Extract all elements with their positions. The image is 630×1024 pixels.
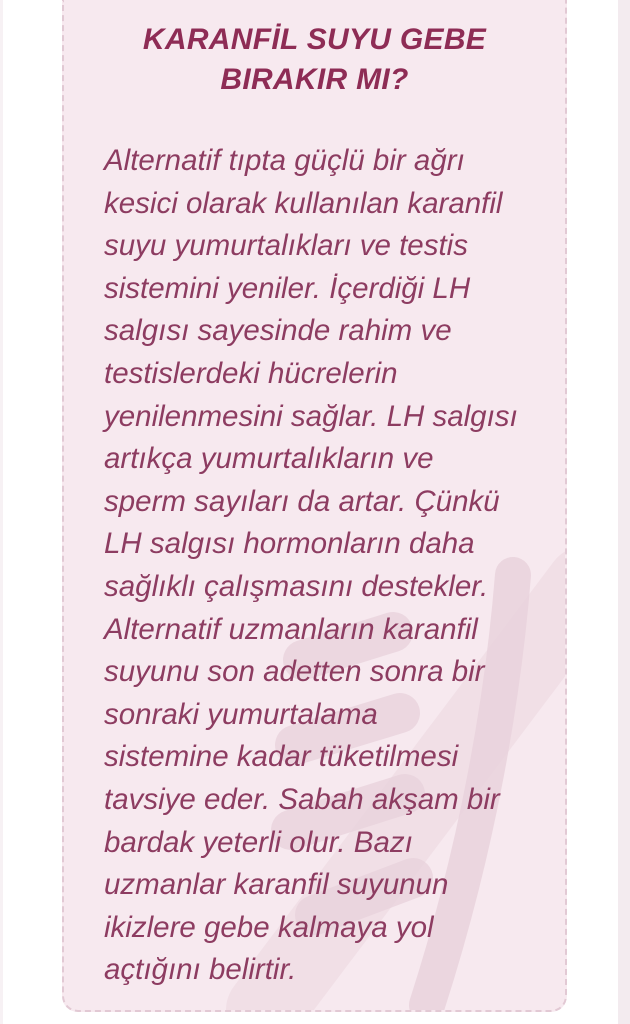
body-line: ikizlere gebe kalmaya yol	[104, 910, 434, 944]
body-line: açtığını belirtir.	[104, 953, 297, 987]
body-line: Alternatif uzmanların karanfil	[104, 612, 478, 646]
body-line: sistemini yeniler. İçerdiği LH	[104, 271, 471, 305]
article-card	[62, 0, 567, 1012]
body-line: suyunu son adetten sonra bir	[104, 655, 485, 689]
body-line: uzmanlar karanfil suyunun	[104, 868, 449, 902]
body-line: sağlıklı çalışmasını destekler.	[104, 569, 489, 603]
body-line: suyu yumurtalıkları ve testis	[104, 229, 468, 263]
body-line: sonraki yumurtalama	[104, 697, 378, 731]
body-line: Alternatif tıpta güçlü bir ağrı	[104, 144, 465, 177]
adjacent-card-edge	[618, 0, 630, 1024]
title-line: BIRAKIR MI?	[220, 63, 409, 96]
body-line: testislerdeki hücrelerin	[104, 356, 398, 390]
body-line: tavsiye eder. Sabah akşam bir	[104, 782, 500, 816]
body-line: artıkça yumurtalıkların ve	[104, 442, 434, 476]
body-line: yenilenmesini sağlar. LH salgısı	[104, 399, 518, 433]
body-line: sperm sayıları da artar. Çünkü	[104, 484, 500, 518]
body-line: kesici olarak kullanılan karanfil	[104, 186, 503, 220]
body-line: salgısı sayesinde rahim ve	[104, 314, 452, 348]
body-line: LH salgısı hormonların daha	[104, 527, 475, 561]
title-line: KARANFİL SUYU GEBE	[142, 23, 487, 56]
article-title	[64, 0, 565, 100]
left-page-edge	[0, 0, 3, 1024]
article-body	[64, 140, 565, 992]
body-line: sistemine kadar tüketilmesi	[104, 740, 459, 774]
body-line: bardak yeterli olur. Bazı	[104, 825, 413, 859]
